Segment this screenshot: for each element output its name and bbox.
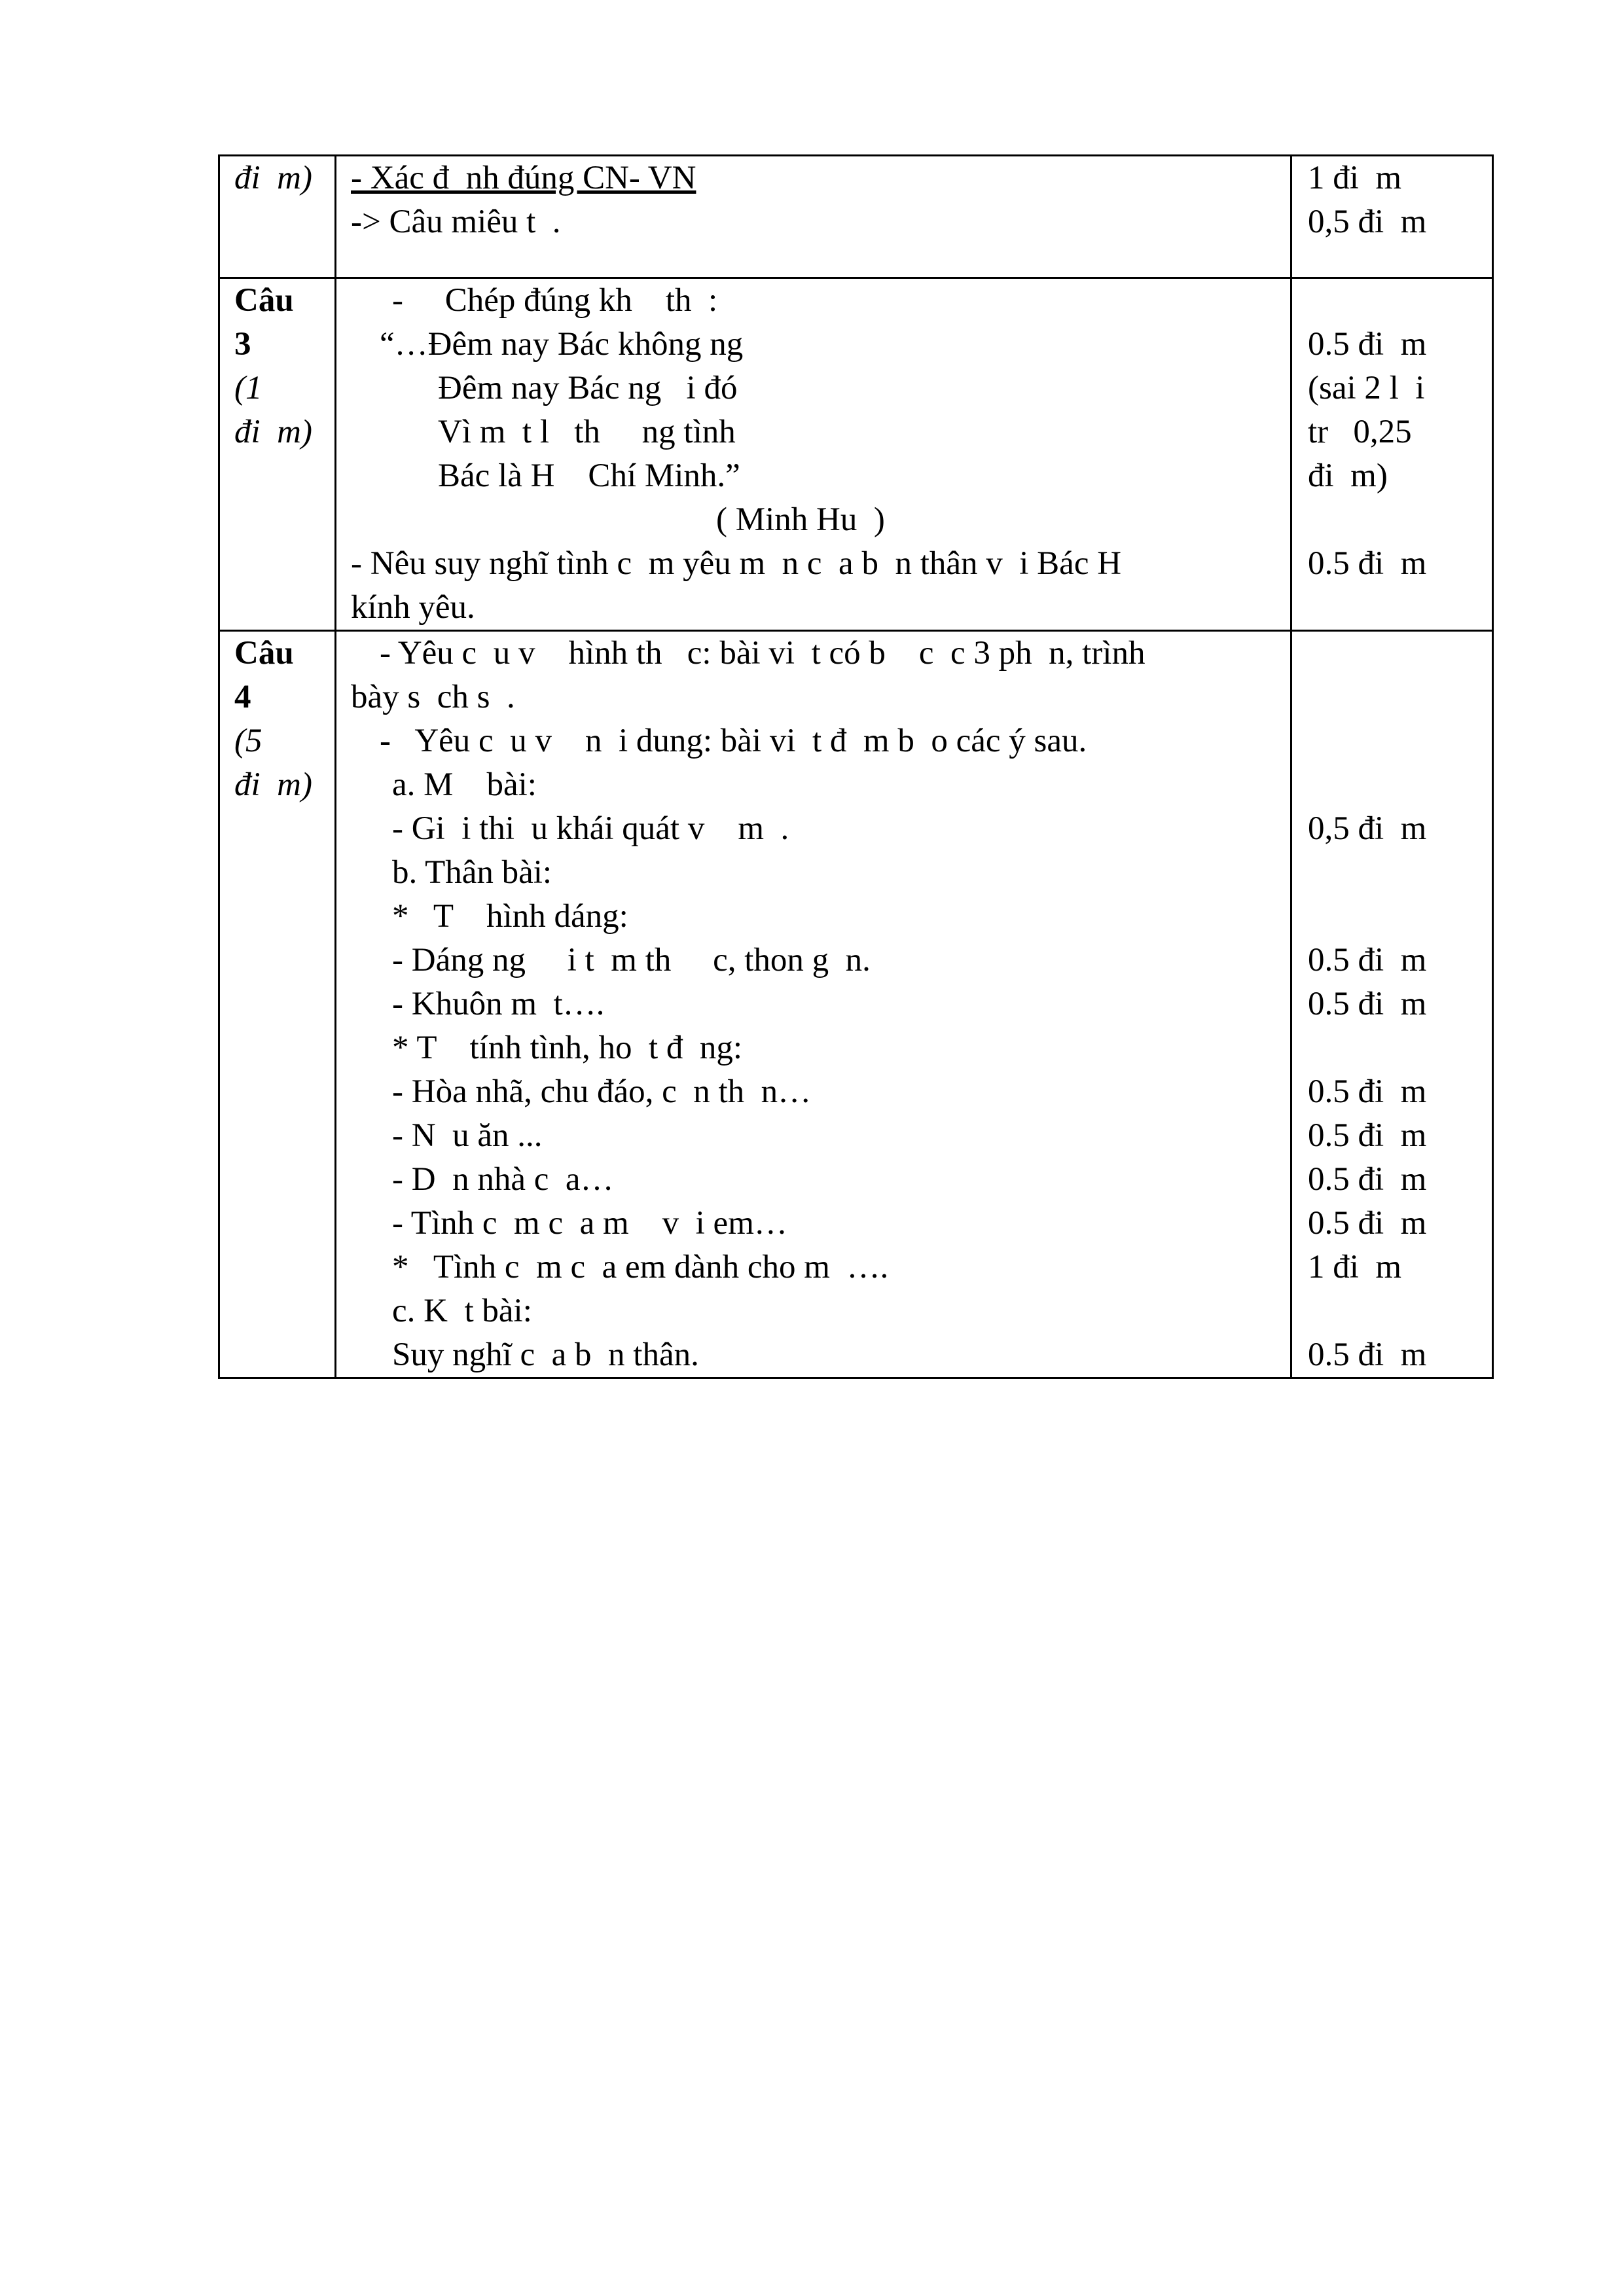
score-line: 0.5 đi m xyxy=(1308,1117,1427,1154)
score-line: 0.5 đi m xyxy=(1308,942,1427,978)
score-line: đi m) xyxy=(1308,457,1388,494)
answer-line: “…Đêm nay Bác không ng xyxy=(380,326,744,363)
score-line xyxy=(1308,498,1492,542)
score-line xyxy=(1308,586,1492,630)
answer-line: - Xác đ nh đúng CN- VN xyxy=(351,160,696,196)
question-label-line: (1 xyxy=(234,370,262,406)
question-label-line: đi m) xyxy=(234,160,312,196)
answer-line: a. M bài: xyxy=(392,766,537,803)
score-line: 0.5 đi m xyxy=(1308,326,1427,363)
answer-line: - Tình c m c a m v i em… xyxy=(392,1205,787,1242)
question-label-line: đi m) xyxy=(234,766,312,803)
answer-line: - Khuôn m t…. xyxy=(392,986,605,1022)
answer-line: - Gi i thi u khái quát v m . xyxy=(392,810,789,847)
answer-cell xyxy=(336,156,1291,278)
score-cell xyxy=(1291,278,1493,631)
score-line: 0,5 đi m xyxy=(1308,204,1427,240)
score-line: 0.5 đi m xyxy=(1308,1205,1427,1242)
score-line: 0.5 đi m xyxy=(1308,1073,1427,1110)
answer-line: ( Minh Hu ) xyxy=(716,501,885,538)
answer-line: Suy nghĩ c a b n thân. xyxy=(392,1336,699,1373)
score-line: 1 đi m xyxy=(1308,160,1402,196)
question-cell xyxy=(219,631,336,1378)
score-line: 0.5 đi m xyxy=(1308,1161,1427,1198)
answer-line: -> Câu miêu t . xyxy=(351,204,561,240)
score-line xyxy=(1308,895,1492,939)
question-cell xyxy=(219,156,336,278)
score-line: tr 0,25 xyxy=(1308,414,1412,450)
score-line: 1 đi m xyxy=(1308,1249,1402,1285)
score-line xyxy=(1308,719,1492,763)
question-cell xyxy=(219,278,336,631)
question-label-line: Câu xyxy=(234,282,294,319)
score-line: 0.5 đi m xyxy=(1308,545,1427,582)
answer-line: - Dáng ng i t m th c, thon g n. xyxy=(392,942,871,978)
score-line xyxy=(1308,279,1492,323)
score-line: 0.5 đi m xyxy=(1308,1336,1427,1373)
score-line xyxy=(1308,763,1492,807)
table-row-question-3 xyxy=(219,278,1493,631)
score-line: (sai 2 l i xyxy=(1308,370,1425,406)
grading-table xyxy=(218,154,1494,1379)
answer-cell xyxy=(336,278,1291,631)
answer-line: - Chép đúng kh th : xyxy=(392,282,718,319)
question-label-line: đi m) xyxy=(234,414,312,450)
answer-line: Đêm nay Bác ng i đó xyxy=(438,370,738,406)
score-line xyxy=(1308,851,1492,895)
table-row-sentence xyxy=(219,156,1493,278)
score-line xyxy=(1308,1026,1492,1070)
score-line: 0,5 đi m xyxy=(1308,810,1427,847)
score-cell xyxy=(1291,156,1493,278)
answer-line: * T tính tình, ho t đ ng: xyxy=(392,1030,743,1066)
answer-line: - Nêu suy nghĩ tình c m yêu m n c a b n thân v i Bác H xyxy=(351,545,1122,582)
question-label-line: (5 xyxy=(234,723,262,759)
answer-line: - Hòa nhã, chu đáo, c n th n… xyxy=(392,1073,812,1110)
answer-line: - Yêu c u v hình th c: bài vi t có b c c 3 ph n, trình xyxy=(380,635,1146,672)
table-row-question-4 xyxy=(219,631,1493,1378)
answer-line: Vì m t l th ng tình xyxy=(438,414,736,450)
question-label-line: 3 xyxy=(234,326,251,363)
answer-line: - N u ăn ... xyxy=(392,1117,543,1154)
answer-line: - Yêu c u v n i dung: bài vi t đ m b o các ý sau. xyxy=(380,723,1087,759)
score-line xyxy=(1308,675,1492,719)
answer-line: - D n nhà c a… xyxy=(392,1161,614,1198)
answer-cell xyxy=(336,631,1291,1378)
score-line: 0.5 đi m xyxy=(1308,986,1427,1022)
answer-line: * Tình c m c a em dành cho m …. xyxy=(392,1249,889,1285)
score-cell xyxy=(1291,631,1493,1378)
answer-line: * T hình dáng: xyxy=(392,898,628,935)
question-label-line: Câu xyxy=(234,635,294,672)
answer-line: bày s ch s . xyxy=(351,679,515,715)
score-line xyxy=(1308,1289,1492,1333)
question-label-line: 4 xyxy=(234,679,251,715)
score-line xyxy=(1308,632,1492,675)
answer-line: kính yêu. xyxy=(351,589,475,626)
answer-line: c. K t bài: xyxy=(392,1293,532,1329)
answer-line: b. Thân bài: xyxy=(392,854,552,891)
answer-line: Bác là H Chí Minh.” xyxy=(438,457,740,494)
